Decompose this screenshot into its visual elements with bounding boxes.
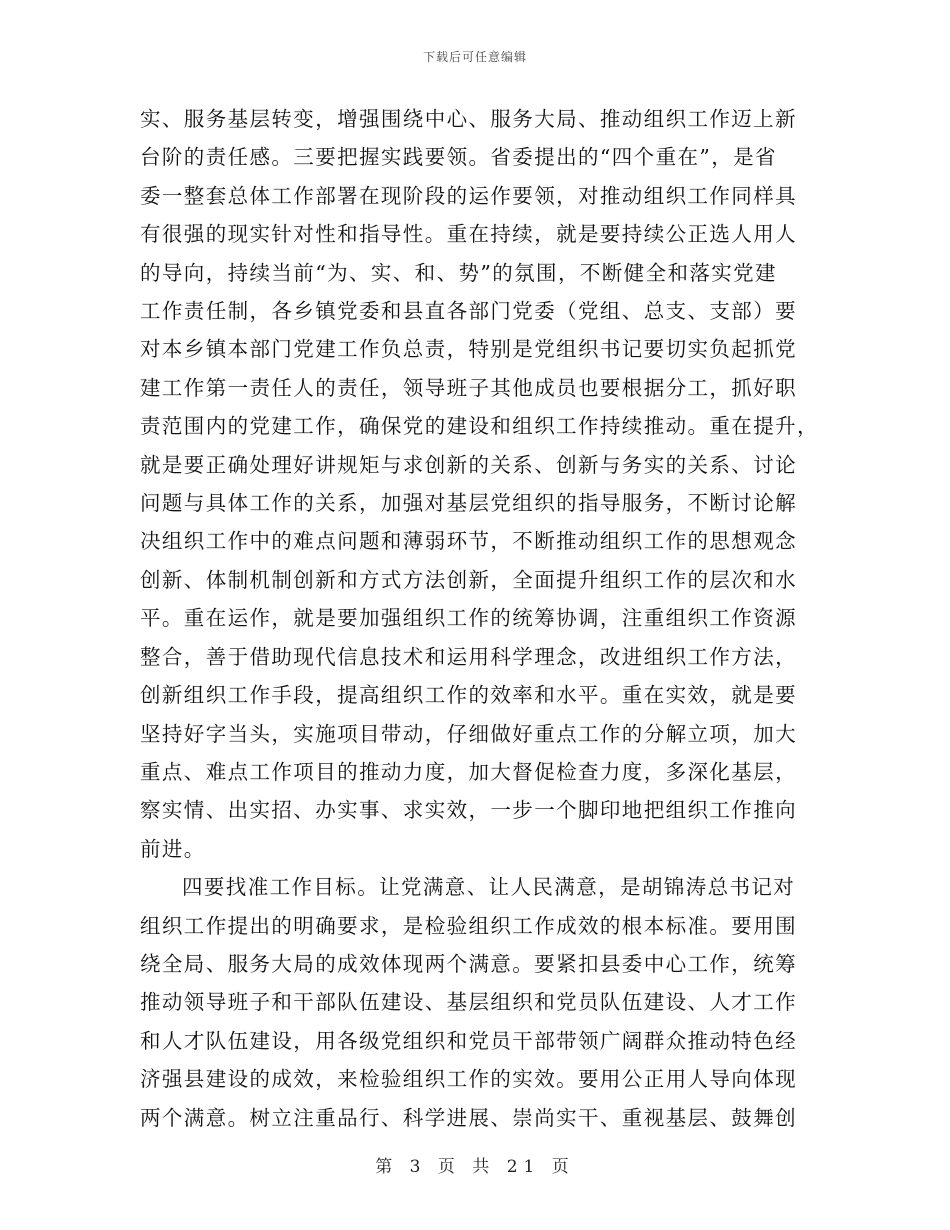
- page-header: 下载后可任意编辑: [422, 50, 527, 64]
- document-body: [140, 100, 819, 1137]
- paragraph-1: [140, 100, 819, 868]
- text-line: 决组织工作中的难点问题和薄弱环节，不断推动组织工作的思想观念: [140, 529, 797, 554]
- text-line: 察实情、出实招、办实事、求实效，一步一个脚印地把组织工作推向: [140, 798, 797, 823]
- text-line: 济强县建设的成效，来检验组织工作的实效。要用公正用人导向体现: [140, 1067, 797, 1092]
- text-line: 推动领导班子和干部队伍建设、基层组织和党员队伍建设、人才工作: [140, 990, 797, 1015]
- text-line: 建工作第一责任人的责任，领导班子其他成员也要根据分工，抓好职: [140, 375, 797, 400]
- text-line: 责范围内的党建工作，确保党的建设和组织工作持续推动。重在提升，: [140, 414, 819, 439]
- text-line: 有很强的现实针对性和指导性。重在持续，就是要持续公正选人用人: [140, 222, 797, 247]
- text-line: 创新、体制机制创新和方式方法创新，全面提升组织工作的层次和水: [140, 567, 797, 592]
- text-line: 委一整套总体工作部署在现阶段的运作要领，对推动组织工作同样具: [140, 183, 797, 208]
- text-line: 重点、难点工作项目的推动力度，加大督促检查力度，多深化基层，: [140, 759, 797, 784]
- text-line: 问题与具体工作的关系，加强对基层党组织的指导服务，不断讨论解: [140, 491, 797, 516]
- text-line: 创新组织工作手段，提高组织工作的效率和水平。重在实效，就是要: [140, 683, 797, 708]
- text-line: 的导向，持续当前“为、实、和、势”的氛围，不断健全和落实党建: [140, 260, 777, 285]
- text-line: 工作责任制，各乡镇党委和县直各部门党委（党组、总支、支部）要: [140, 299, 797, 324]
- text-line: 对本乡镇本部门党建工作负总责，特别是党组织书记要切实负起抓党: [140, 337, 797, 362]
- text-line: 绕全局、服务大局的成效体现两个满意。要紧扣县委中心工作，统筹: [140, 951, 797, 976]
- text-line: 前进。: [140, 836, 206, 861]
- page-number-footer: 第 3 页 共 21 页: [375, 1157, 575, 1177]
- text-line: 就是要正确处理好讲规矩与求创新的关系、创新与务实的关系、讨论: [140, 452, 797, 477]
- text-line: 平。重在运作，就是要加强组织工作的统筹协调，注重组织工作资源: [140, 606, 797, 631]
- text-line: 四要找准工作目标。让党满意、让人民满意，是胡锦涛总书记对: [182, 875, 796, 900]
- text-line: 两个满意。树立注重品行、科学进展、崇尚实干、重视基层、鼓舞创: [140, 1105, 797, 1130]
- text-line: 实、服务基层转变，增强围绕中心、服务大局、推动组织工作迈上新: [140, 107, 797, 131]
- text-line: 和人才队伍建设，用各级党组织和党员干部带领广阔群众推动特色经: [140, 1028, 797, 1053]
- text-line: 组织工作提出的明确要求，是检验组织工作成效的根本标准。要用围: [140, 913, 797, 938]
- text-line: 台阶的责任感。三要把握实践要领。省委提出的“四个重在”，是省: [140, 145, 777, 170]
- text-line: 坚持好字当头，实施项目带动，仔细做好重点工作的分解立项，加大: [140, 721, 797, 746]
- paragraph-2: [140, 868, 810, 1137]
- text-line: 整合，善于借助现代信息技术和运用科学理念，改进组织工作方法，: [140, 644, 797, 669]
